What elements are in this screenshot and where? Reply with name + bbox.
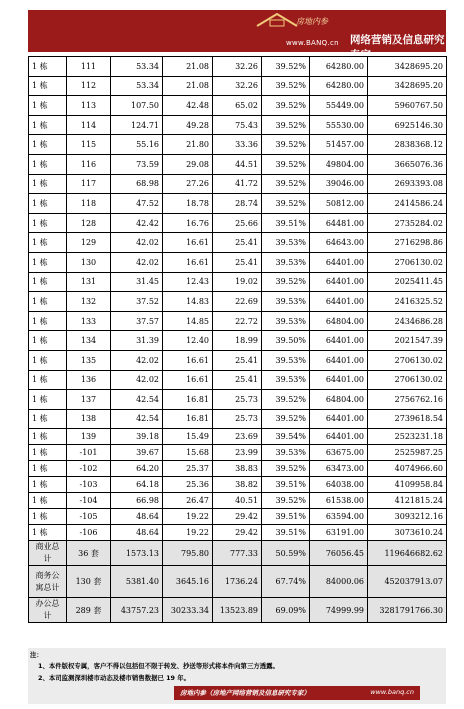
share-ratio-cell: 39.51% <box>262 509 310 525</box>
area-cell: 53.34 <box>111 57 163 77</box>
table-row <box>29 233 447 253</box>
area-cell: 42.42 <box>111 213 163 233</box>
unit-price-cell: 64401.00 <box>310 409 368 429</box>
unit-cell: 137 <box>67 390 111 410</box>
building-cell: 1 栋 <box>29 57 67 77</box>
area-cell: 5381.40 <box>111 566 163 598</box>
unit-price-cell: 64280.00 <box>310 76 368 96</box>
shared-area-cell: 12.40 <box>163 331 213 351</box>
inner-area-cell: 25.41 <box>213 233 262 253</box>
note-item-1: 1、本件版权专属，客户不得以包括但不限于转发、抄送等形式将本件向第三方透露。 <box>38 662 279 670</box>
unit-cell: 36 套 <box>67 541 111 566</box>
shared-area-cell: 29.08 <box>163 154 213 174</box>
shared-area-cell: 16.61 <box>163 350 213 370</box>
shared-area-cell: 16.81 <box>163 390 213 410</box>
share-ratio-cell: 39.52% <box>262 135 310 155</box>
building-cell: 1 栋 <box>29 233 67 253</box>
total-price-cell: 2739618.54 <box>368 409 447 429</box>
inner-area-cell: 25.73 <box>213 390 262 410</box>
total-price-cell: 2434686.28 <box>368 311 447 331</box>
share-ratio-cell: 39.52% <box>262 115 310 135</box>
shared-area-cell: 16.61 <box>163 370 213 390</box>
table-row <box>29 493 447 509</box>
shared-area-cell: 21.08 <box>163 76 213 96</box>
area-cell: 31.45 <box>111 272 163 292</box>
area-cell: 64.18 <box>111 477 163 493</box>
share-ratio-cell: 39.52% <box>262 409 310 429</box>
table-row <box>29 311 447 331</box>
table-row <box>29 445 447 461</box>
building-cell: 1 栋 <box>29 194 67 214</box>
commercial-total-row <box>29 541 447 566</box>
building-cell: 商务公寓总计 <box>29 566 67 598</box>
area-cell: 42.02 <box>111 370 163 390</box>
office-total-row <box>29 598 447 623</box>
total-price-cell: 2706130.02 <box>368 370 447 390</box>
building-cell: 1 栋 <box>29 76 67 96</box>
unit-cell: 117 <box>67 174 111 194</box>
total-price-cell: 5960767.50 <box>368 96 447 116</box>
footer-text: 房地内参（房地产网络营销及信息研究专家） <box>180 689 310 697</box>
inner-area-cell: 13523.89 <box>213 598 262 623</box>
total-price-cell: 2414586.24 <box>368 194 447 214</box>
share-ratio-cell: 39.53% <box>262 252 310 272</box>
unit-price-cell: 64038.00 <box>310 477 368 493</box>
building-cell: 商业总计 <box>29 541 67 566</box>
building-cell: 1 栋 <box>29 461 67 477</box>
inner-area-cell: 23.69 <box>213 429 262 445</box>
building-cell: 1 栋 <box>29 311 67 331</box>
area-cell: 42.54 <box>111 409 163 429</box>
area-cell: 42.02 <box>111 252 163 272</box>
inner-area-cell: 25.73 <box>213 409 262 429</box>
table-row <box>29 252 447 272</box>
total-price-cell: 3073610.24 <box>368 525 447 541</box>
area-cell: 47.52 <box>111 194 163 214</box>
unit-cell: 113 <box>67 96 111 116</box>
inner-area-cell: 41.72 <box>213 174 262 194</box>
shared-area-cell: 14.83 <box>163 292 213 312</box>
unit-price-cell: 64401.00 <box>310 350 368 370</box>
inner-area-cell: 65.02 <box>213 96 262 116</box>
inner-area-cell: 1736.24 <box>213 566 262 598</box>
unit-price-cell: 84000.06 <box>310 566 368 598</box>
unit-price-cell: 64401.00 <box>310 252 368 272</box>
table-row <box>29 115 447 135</box>
unit-price-cell: 49804.00 <box>310 154 368 174</box>
share-ratio-cell: 39.53% <box>262 445 310 461</box>
inner-area-cell: 25.41 <box>213 350 262 370</box>
inner-area-cell: 22.72 <box>213 311 262 331</box>
inner-area-cell: 23.99 <box>213 445 262 461</box>
logo-name: 房地内参 <box>296 17 328 26</box>
unit-price-cell: 64401.00 <box>310 429 368 445</box>
unit-cell: 118 <box>67 194 111 214</box>
business-apartment-total-row <box>29 566 447 598</box>
building-cell: 1 栋 <box>29 370 67 390</box>
share-ratio-cell: 39.53% <box>262 350 310 370</box>
share-ratio-cell: 39.52% <box>262 57 310 77</box>
area-cell: 48.64 <box>111 525 163 541</box>
table-row <box>29 409 447 429</box>
share-ratio-cell: 39.52% <box>262 194 310 214</box>
unit-cell: 132 <box>67 292 111 312</box>
unit-price-cell: 76056.45 <box>310 541 368 566</box>
table-row <box>29 76 447 96</box>
building-cell: 1 栋 <box>29 445 67 461</box>
unit-cell: 111 <box>67 57 111 77</box>
unit-cell: -101 <box>67 445 111 461</box>
table-row <box>29 331 447 351</box>
shared-area-cell: 16.76 <box>163 213 213 233</box>
unit-price-cell: 64643.00 <box>310 233 368 253</box>
shared-area-cell: 49.28 <box>163 115 213 135</box>
table-row <box>29 174 447 194</box>
unit-cell: 115 <box>67 135 111 155</box>
building-cell: 1 栋 <box>29 429 67 445</box>
inner-area-cell: 25.66 <box>213 213 262 233</box>
total-price-cell: 3281791766.30 <box>368 598 447 623</box>
unit-cell: 129 <box>67 233 111 253</box>
page-header <box>28 10 446 61</box>
total-price-cell: 4121815.24 <box>368 493 447 509</box>
total-price-cell: 4074966.60 <box>368 461 447 477</box>
header-title: 网络营销及信息研究专家 <box>350 34 445 61</box>
building-cell: 1 栋 <box>29 409 67 429</box>
unit-price-cell: 50812.00 <box>310 194 368 214</box>
building-cell: 1 栋 <box>29 154 67 174</box>
table-row <box>29 292 447 312</box>
area-cell: 39.18 <box>111 429 163 445</box>
shared-area-cell: 19.22 <box>163 525 213 541</box>
share-ratio-cell: 39.52% <box>262 390 310 410</box>
unit-cell: 114 <box>67 115 111 135</box>
inner-area-cell: 44.51 <box>213 154 262 174</box>
footer-bar <box>174 686 420 700</box>
share-ratio-cell: 39.52% <box>262 461 310 477</box>
unit-price-cell: 55530.00 <box>310 115 368 135</box>
area-cell: 107.50 <box>111 96 163 116</box>
unit-price-cell: 55449.00 <box>310 96 368 116</box>
building-cell: 1 栋 <box>29 390 67 410</box>
building-cell: 1 栋 <box>29 252 67 272</box>
shared-area-cell: 21.80 <box>163 135 213 155</box>
inner-area-cell: 40.51 <box>213 493 262 509</box>
unit-cell: -102 <box>67 461 111 477</box>
inner-area-cell: 33.36 <box>213 135 262 155</box>
shared-area-cell: 795.80 <box>163 541 213 566</box>
share-ratio-cell: 39.52% <box>262 154 310 174</box>
total-price-cell: 3428695.20 <box>368 76 447 96</box>
unit-cell: 136 <box>67 370 111 390</box>
shared-area-cell: 26.47 <box>163 493 213 509</box>
inner-area-cell: 29.42 <box>213 509 262 525</box>
total-price-cell: 119646682.62 <box>368 541 447 566</box>
area-cell: 73.59 <box>111 154 163 174</box>
table-row <box>29 477 447 493</box>
share-ratio-cell: 39.51% <box>262 525 310 541</box>
share-ratio-cell: 39.51% <box>262 477 310 493</box>
unit-price-cell: 51457.00 <box>310 135 368 155</box>
area-cell: 1573.13 <box>111 541 163 566</box>
shared-area-cell: 15.68 <box>163 445 213 461</box>
share-ratio-cell: 39.51% <box>262 213 310 233</box>
unit-price-cell: 64481.00 <box>310 213 368 233</box>
unit-price-cell: 63675.00 <box>310 445 368 461</box>
unit-price-cell: 63191.00 <box>310 525 368 541</box>
share-ratio-cell: 39.52% <box>262 174 310 194</box>
unit-cell: -103 <box>67 477 111 493</box>
table-row <box>29 135 447 155</box>
shared-area-cell: 27.26 <box>163 174 213 194</box>
shared-area-cell: 15.49 <box>163 429 213 445</box>
building-cell: 1 栋 <box>29 350 67 370</box>
share-ratio-cell: 39.53% <box>262 311 310 331</box>
total-price-cell: 2693393.08 <box>368 174 447 194</box>
inner-area-cell: 29.42 <box>213 525 262 541</box>
shared-area-cell: 25.37 <box>163 461 213 477</box>
unit-cell: 131 <box>67 272 111 292</box>
area-cell: 42.02 <box>111 350 163 370</box>
total-price-cell: 2706130.02 <box>368 252 447 272</box>
total-price-cell: 2838368.12 <box>368 135 447 155</box>
building-cell: 1 栋 <box>29 292 67 312</box>
house-roof-icon <box>256 13 298 27</box>
shared-area-cell: 42.48 <box>163 96 213 116</box>
total-price-cell: 2523231.18 <box>368 429 447 445</box>
unit-cell: 128 <box>67 213 111 233</box>
unit-price-cell: 64804.00 <box>310 390 368 410</box>
area-cell: 39.67 <box>111 445 163 461</box>
inner-area-cell: 19.02 <box>213 272 262 292</box>
building-cell: 1 栋 <box>29 509 67 525</box>
total-price-cell: 3665076.36 <box>368 154 447 174</box>
table-row <box>29 350 447 370</box>
sales-data-table <box>28 56 447 623</box>
unit-price-cell: 64401.00 <box>310 292 368 312</box>
share-ratio-cell: 39.52% <box>262 272 310 292</box>
unit-cell: 130 <box>67 252 111 272</box>
building-cell: 1 栋 <box>29 96 67 116</box>
unit-cell: -105 <box>67 509 111 525</box>
table-body <box>29 57 447 623</box>
area-cell: 37.57 <box>111 311 163 331</box>
unit-price-cell: 64280.00 <box>310 57 368 77</box>
shared-area-cell: 25.36 <box>163 477 213 493</box>
shared-area-cell: 16.61 <box>163 233 213 253</box>
inner-area-cell: 777.33 <box>213 541 262 566</box>
area-cell: 124.71 <box>111 115 163 135</box>
table-row <box>29 154 447 174</box>
footer-url: www.banq.cn <box>370 688 414 696</box>
table-row <box>29 390 447 410</box>
unit-cell: 139 <box>67 429 111 445</box>
shared-area-cell: 16.81 <box>163 409 213 429</box>
table-row <box>29 461 447 477</box>
unit-cell: -104 <box>67 493 111 509</box>
building-cell: 1 栋 <box>29 115 67 135</box>
table-row <box>29 370 447 390</box>
unit-cell: 134 <box>67 331 111 351</box>
building-cell: 1 栋 <box>29 174 67 194</box>
table-row <box>29 272 447 292</box>
share-ratio-cell: 39.53% <box>262 370 310 390</box>
shared-area-cell: 30233.34 <box>163 598 213 623</box>
total-price-cell: 2706130.02 <box>368 350 447 370</box>
inner-area-cell: 38.82 <box>213 477 262 493</box>
share-ratio-cell: 50.59% <box>262 541 310 566</box>
inner-area-cell: 32.26 <box>213 57 262 77</box>
table-row <box>29 96 447 116</box>
logo-url: www.BANQ.cn <box>286 39 339 47</box>
shared-area-cell: 14.85 <box>163 311 213 331</box>
table-row <box>29 194 447 214</box>
unit-price-cell: 63594.00 <box>310 509 368 525</box>
unit-price-cell: 64401.00 <box>310 272 368 292</box>
share-ratio-cell: 39.53% <box>262 233 310 253</box>
share-ratio-cell: 39.54% <box>262 429 310 445</box>
area-cell: 42.54 <box>111 390 163 410</box>
share-ratio-cell: 67.74% <box>262 566 310 598</box>
note-item-2: 2、本司监测深圳楼市动态及楼市销售数据已 19 年。 <box>38 674 190 682</box>
table-row <box>29 213 447 233</box>
share-ratio-cell: 69.09% <box>262 598 310 623</box>
unit-cell: 138 <box>67 409 111 429</box>
total-price-cell: 2025411.45 <box>368 272 447 292</box>
inner-area-cell: 18.99 <box>213 331 262 351</box>
total-price-cell: 2756762.16 <box>368 390 447 410</box>
building-cell: 办公总计 <box>29 598 67 623</box>
unit-price-cell: 63473.00 <box>310 461 368 477</box>
table-row <box>29 509 447 525</box>
total-price-cell: 2416325.52 <box>368 292 447 312</box>
area-cell: 68.98 <box>111 174 163 194</box>
unit-price-cell: 74999.99 <box>310 598 368 623</box>
total-price-cell: 2735284.02 <box>368 213 447 233</box>
inner-area-cell: 75.43 <box>213 115 262 135</box>
unit-price-cell: 64401.00 <box>310 370 368 390</box>
inner-area-cell: 28.74 <box>213 194 262 214</box>
unit-cell: 116 <box>67 154 111 174</box>
unit-cell: 130 套 <box>67 566 111 598</box>
total-price-cell: 2716298.86 <box>368 233 447 253</box>
area-cell: 64.20 <box>111 461 163 477</box>
building-cell: 1 栋 <box>29 272 67 292</box>
table-row <box>29 57 447 77</box>
area-cell: 31.39 <box>111 331 163 351</box>
shared-area-cell: 19.22 <box>163 509 213 525</box>
shared-area-cell: 21.08 <box>163 57 213 77</box>
area-cell: 37.52 <box>111 292 163 312</box>
total-price-cell: 3428695.20 <box>368 57 447 77</box>
notes-label: 注： <box>30 651 43 659</box>
building-cell: 1 栋 <box>29 477 67 493</box>
inner-area-cell: 32.26 <box>213 76 262 96</box>
unit-cell: -106 <box>67 525 111 541</box>
area-cell: 48.64 <box>111 509 163 525</box>
area-cell: 42.02 <box>111 233 163 253</box>
shared-area-cell: 18.78 <box>163 194 213 214</box>
share-ratio-cell: 39.52% <box>262 493 310 509</box>
building-cell: 1 栋 <box>29 525 67 541</box>
total-price-cell: 2021547.39 <box>368 331 447 351</box>
building-cell: 1 栋 <box>29 493 67 509</box>
table-row <box>29 525 447 541</box>
unit-cell: 112 <box>67 76 111 96</box>
unit-cell: 133 <box>67 311 111 331</box>
inner-area-cell: 25.41 <box>213 370 262 390</box>
area-cell: 53.34 <box>111 76 163 96</box>
share-ratio-cell: 39.52% <box>262 96 310 116</box>
share-ratio-cell: 39.52% <box>262 76 310 96</box>
total-price-cell: 3093212.16 <box>368 509 447 525</box>
unit-cell: 135 <box>67 350 111 370</box>
unit-price-cell: 61538.00 <box>310 493 368 509</box>
area-cell: 66.98 <box>111 493 163 509</box>
shared-area-cell: 12.43 <box>163 272 213 292</box>
unit-price-cell: 64804.00 <box>310 311 368 331</box>
share-ratio-cell: 39.53% <box>262 292 310 312</box>
table-row <box>29 429 447 445</box>
total-price-cell: 2525987.25 <box>368 445 447 461</box>
inner-area-cell: 22.69 <box>213 292 262 312</box>
shared-area-cell: 16.61 <box>163 252 213 272</box>
total-price-cell: 452037913.07 <box>368 566 447 598</box>
total-price-cell: 6925146.30 <box>368 115 447 135</box>
inner-area-cell: 25.41 <box>213 252 262 272</box>
building-cell: 1 栋 <box>29 213 67 233</box>
area-cell: 43757.23 <box>111 598 163 623</box>
inner-area-cell: 38.83 <box>213 461 262 477</box>
unit-cell: 289 套 <box>67 598 111 623</box>
unit-price-cell: 64401.00 <box>310 331 368 351</box>
area-cell: 55.16 <box>111 135 163 155</box>
share-ratio-cell: 39.50% <box>262 331 310 351</box>
building-cell: 1 栋 <box>29 331 67 351</box>
total-price-cell: 4109958.84 <box>368 477 447 493</box>
shared-area-cell: 3645.16 <box>163 566 213 598</box>
building-cell: 1 栋 <box>29 135 67 155</box>
unit-price-cell: 39046.00 <box>310 174 368 194</box>
